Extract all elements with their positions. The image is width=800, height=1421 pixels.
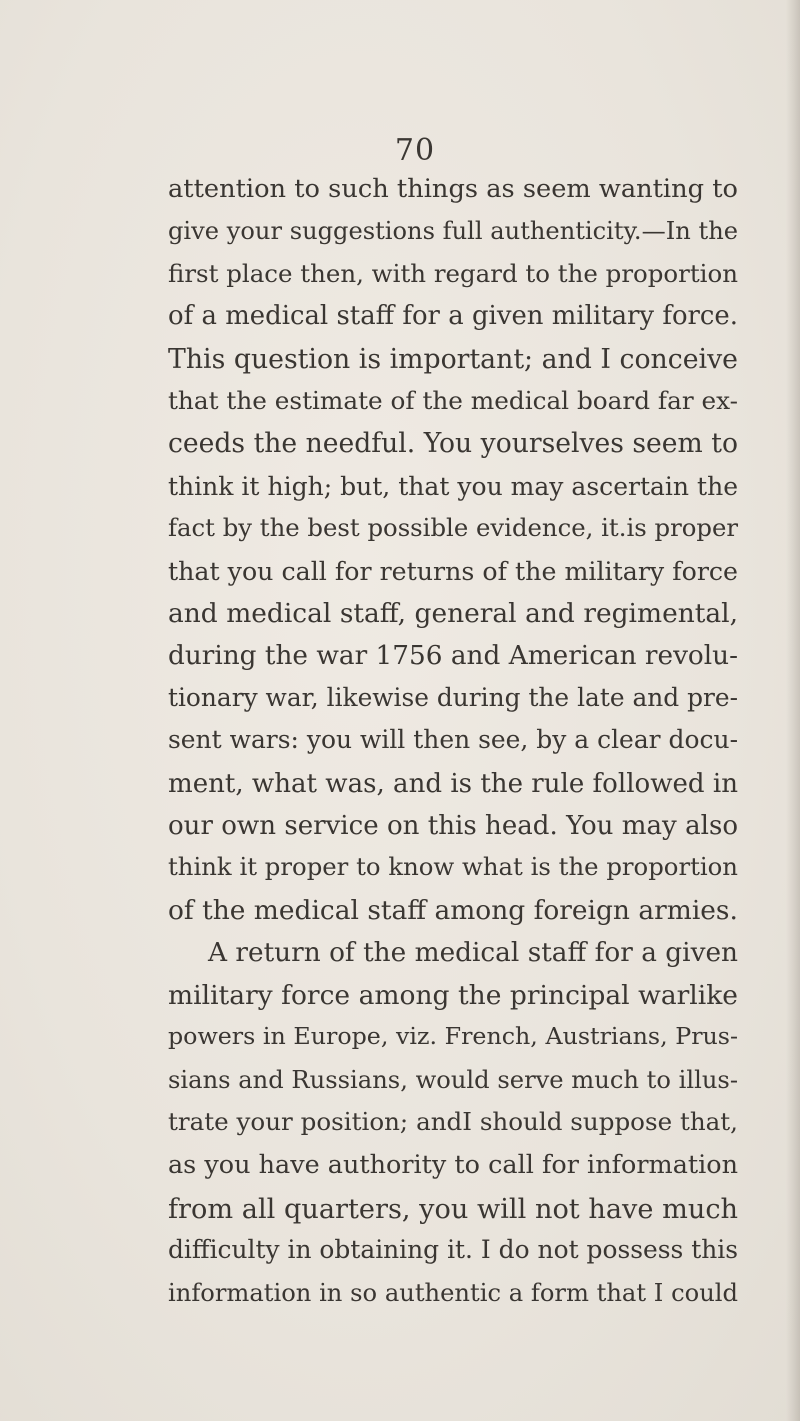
text-line: attention to such things as seem wanting to bbox=[168, 174, 738, 204]
text-line: that the estimate of the medical board far ex- bbox=[168, 386, 738, 415]
page-edge-shadow bbox=[786, 0, 800, 1421]
text-line: fact by the best possible evidence, it.is proper bbox=[168, 513, 738, 542]
text-line: ceeds the needful. You yourselves seem to bbox=[168, 428, 738, 459]
text-line: powers in Europe, viz. French, Austrians, Prus- bbox=[168, 1022, 738, 1050]
text-line: military force among the principal warlike bbox=[168, 980, 738, 1011]
text-line: difficulty in obtaining it. I do not possess this bbox=[168, 1235, 738, 1264]
text-line: think it high; but, that you may ascertain the bbox=[168, 472, 738, 501]
text-line: trate your position; andI should suppose that, bbox=[168, 1107, 738, 1136]
text-line: as you have authority to call for information bbox=[168, 1150, 738, 1180]
text-line: This question is important; and I conceive bbox=[168, 344, 738, 375]
text-line: ment, what was, and is the rule followed in bbox=[168, 769, 738, 799]
text-line: our own service on this head. You may also bbox=[168, 811, 738, 841]
text-line: sians and Russians, would serve much to illus- bbox=[168, 1066, 738, 1094]
text-line: during the war 1756 and American revolu- bbox=[168, 641, 738, 671]
text-line: give your suggestions full authenticity.—In the bbox=[168, 217, 738, 245]
text-line: from all quarters, you will not have much bbox=[168, 1194, 738, 1225]
text-line: information in so authentic a form that I could bbox=[168, 1279, 738, 1307]
text-line: think it proper to know what is the proportion bbox=[168, 852, 738, 881]
text-line: of the medical staff among foreign armies. bbox=[168, 895, 738, 926]
text-line: sent wars: you will then see, by a clear docu- bbox=[168, 725, 738, 754]
page-number: 70 bbox=[394, 133, 436, 168]
text-line: A return of the medical staff for a given bbox=[208, 938, 738, 968]
text-line: of a medical staff for a given military force. bbox=[168, 301, 738, 331]
text-line: that you call for returns of the military force bbox=[168, 557, 738, 586]
text-line: first place then, with regard to the proportion bbox=[168, 259, 738, 288]
text-line: tionary war, likewise during the late and pre- bbox=[168, 683, 738, 712]
text-line: and medical staff, general and regimental, bbox=[168, 598, 738, 629]
